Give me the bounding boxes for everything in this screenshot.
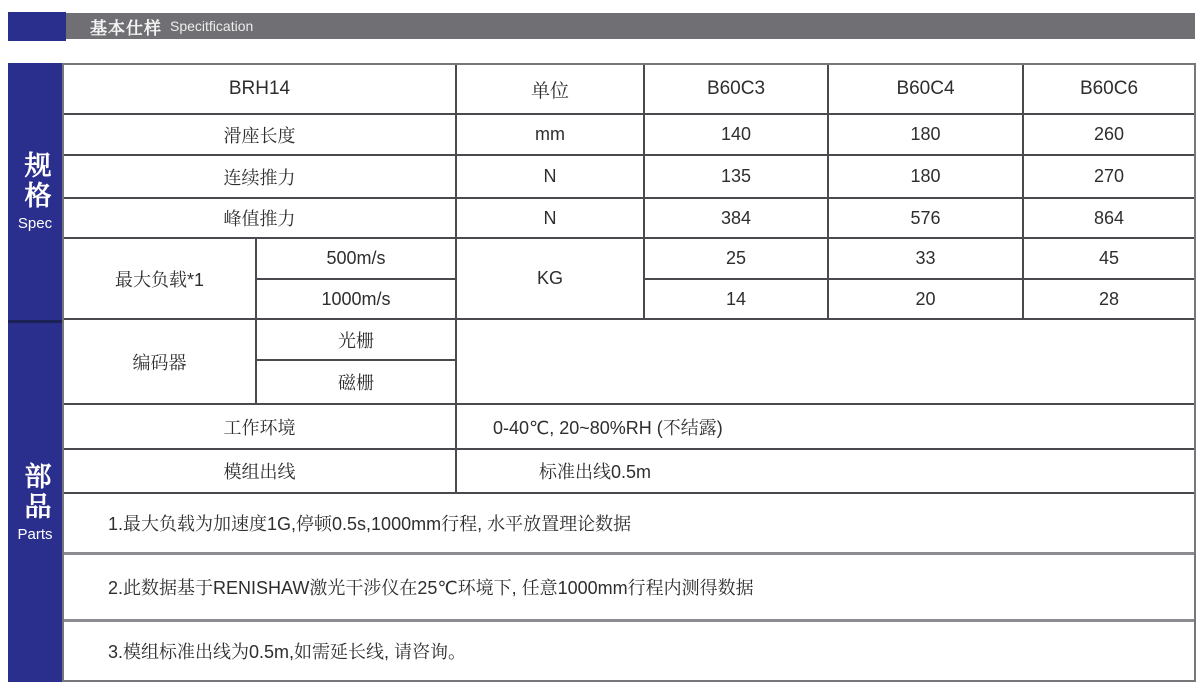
note-2: 2.此数据基于RENISHAW激光干涉仪在25℃环境下, 任意1000mm行程内测得数据 <box>64 555 1194 622</box>
sidebar-spec-label-zh: 规格 <box>20 151 51 211</box>
unit-header-cell: 单位 <box>457 65 645 115</box>
sidebar-section-parts <box>8 323 62 682</box>
encoder-option: 磁栅 <box>257 361 457 405</box>
value-cell: 25 <box>645 239 829 280</box>
encoder-option: 光栅 <box>257 320 457 361</box>
value-cell: 28 <box>1024 280 1194 320</box>
row-label: 连续推力 <box>64 156 457 199</box>
sidebar-parts-label-zh: 部品 <box>20 462 51 522</box>
spec-table <box>62 63 1196 682</box>
value-cell: 135 <box>645 156 829 199</box>
value-cell: 180 <box>829 156 1024 199</box>
sidebar-spec-label-en: Spec <box>17 215 53 232</box>
sidebar-parts-label-en: Parts <box>17 526 53 543</box>
title-accent-block <box>8 12 66 41</box>
encoder-empty-cell <box>457 320 1194 405</box>
value-cell: 260 <box>1024 115 1194 156</box>
section-title-zh: 基本仕样 <box>90 18 162 38</box>
value-cell: 270 <box>1024 156 1194 199</box>
unit-cell: mm <box>457 115 645 156</box>
value-cell: 180 <box>829 115 1024 156</box>
value-cell: 384 <box>645 199 829 239</box>
sidebar-section-spec <box>8 63 62 320</box>
unit-cell: N <box>457 199 645 239</box>
column-header-b60c4: B60C4 <box>829 65 1024 115</box>
unit-cell: KG <box>457 239 645 320</box>
max-load-condition: 1000m/s <box>257 280 457 320</box>
note-1: 1.最大负载为加速度1G,停顿0.5s,1000mm行程, 水平放置理论数据 <box>64 494 1194 555</box>
row-label: 峰值推力 <box>64 199 457 239</box>
value-cell: 45 <box>1024 239 1194 280</box>
model-header-cell: BRH14 <box>64 65 457 115</box>
cable-value: 标准出线0.5m <box>457 450 1194 494</box>
max-load-condition: 500m/s <box>257 239 457 280</box>
environment-label: 工作环境 <box>64 405 457 450</box>
value-cell: 20 <box>829 280 1024 320</box>
environment-value: 0-40℃, 20~80%RH (不结露) <box>457 405 1194 450</box>
note-3: 3.模组标准出线为0.5m,如需延长线, 请咨询。 <box>64 622 1194 680</box>
row-label: 滑座长度 <box>64 115 457 156</box>
section-header-bar <box>66 13 1195 39</box>
unit-cell: N <box>457 156 645 199</box>
cable-label: 模组出线 <box>64 450 457 494</box>
value-cell: 33 <box>829 239 1024 280</box>
max-load-label: 最大负载*1 <box>64 239 257 320</box>
table-sidebar <box>8 63 62 682</box>
value-cell: 576 <box>829 199 1024 239</box>
value-cell: 864 <box>1024 199 1194 239</box>
encoder-label: 编码器 <box>64 320 257 405</box>
value-cell: 140 <box>645 115 829 156</box>
section-title-en: Specitfication <box>170 18 254 34</box>
value-cell: 14 <box>645 280 829 320</box>
column-header-b60c6: B60C6 <box>1024 65 1194 115</box>
column-header-b60c3: B60C3 <box>645 65 829 115</box>
